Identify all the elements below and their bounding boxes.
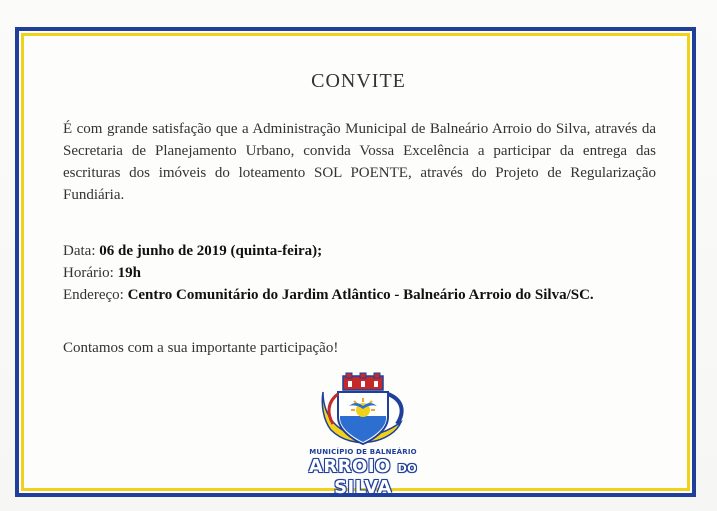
logo-word-silva: SILVA [334,477,392,498]
address-value: Centro Comunitário do Jardim Atlântico - Balneário Arroio do Silva/SC. [127,287,594,303]
date-label: Data: [63,243,96,259]
address-line [63,284,656,306]
time-label: Horário: [63,265,114,281]
logo-word-arroio: ARROIO [308,456,391,477]
time-value: 19h [117,265,141,281]
event-details [63,240,656,306]
date-line [63,240,656,262]
logo-word-do: DO [397,462,418,475]
closing-text: Contamos com a sua importante participação! [63,340,339,356]
coat-of-arms-icon [293,372,433,452]
logo-caption-small: MUNICÍPIO DE BALNEÁRIO [309,448,417,456]
invitation-title: CONVITE [311,70,406,92]
logo-caption-main [293,456,433,498]
time-line [63,262,656,284]
date-value: 06 de junho de 2019 (quinta-feira); [99,243,323,259]
address-label: Endereço: [63,287,124,303]
municipality-logo [293,372,433,498]
invitation-body: É com grande satisfação que a Administração Municipal de Balneário Arroio do Silva, através da Secretaria de Planejamento Urbano, convida Vossa Excelência a participar da entrega das escrituras dos imóveis do loteamento SOL POENTE, através do Projeto de Regularização Fundiária. [63,121,656,203]
